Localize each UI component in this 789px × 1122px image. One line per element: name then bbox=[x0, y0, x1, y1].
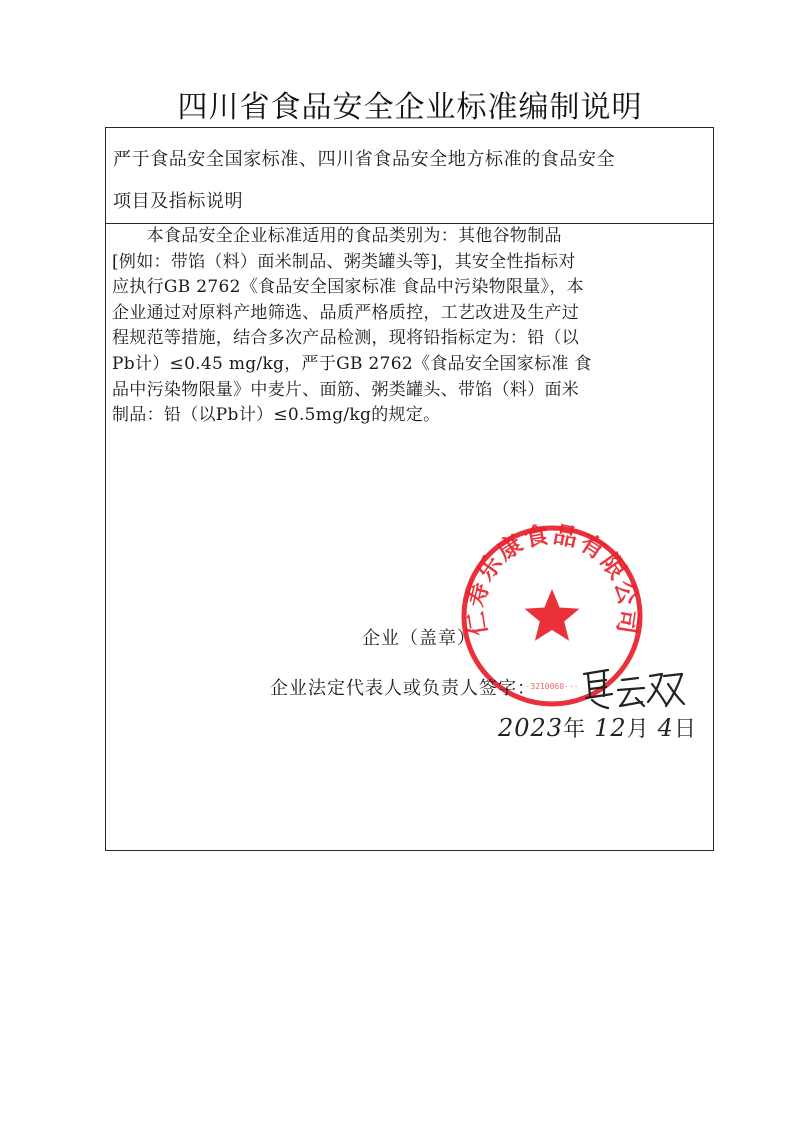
page-title: 四川省食品安全企业标准编制说明 bbox=[177, 90, 643, 125]
seal-text: 仁寿乐康食品有限公司 bbox=[461, 521, 643, 638]
body-line: [例如：带馅（料）面米制品、粥类罐头等]，其安全性指标对 bbox=[112, 251, 576, 272]
handwritten-signature bbox=[578, 662, 688, 714]
date-day: 4 bbox=[657, 714, 674, 742]
date-year-unit: 年 bbox=[563, 717, 587, 742]
body-line: 企业通过对原料产地筛选、品质严格质控，工艺改进及生产过 bbox=[112, 302, 580, 323]
body-line: 本食品安全企业标准适用的食品类别为：其他谷物制品 bbox=[112, 226, 562, 246]
body-line: 程规范等措施，结合多次产品检测，现将铅指标定为：铅（以 bbox=[112, 328, 580, 349]
date-month: 12 bbox=[594, 714, 627, 742]
date-line bbox=[498, 712, 697, 743]
date-month-unit: 月 bbox=[626, 717, 650, 742]
body-line: 应执行GB 2762《食品安全国家标准 食品中污染物限量》，本 bbox=[112, 277, 584, 298]
seal-star-icon bbox=[525, 589, 580, 641]
company-stamp-label: 企业（盖章） bbox=[362, 628, 476, 649]
body-text bbox=[112, 224, 708, 429]
body-line: 品中污染物限量》中麦片、面筋、粥类罐头、带馅（料）面米 bbox=[112, 379, 580, 400]
body-line: Pb计）≤0.45 mg/kg，严于GB 2762《食品安全国家标准 食 bbox=[112, 353, 592, 374]
header-cell bbox=[106, 128, 713, 224]
header-line-2: 项目及指标说明 bbox=[113, 191, 244, 212]
seal-serial: ·3210060··· bbox=[525, 682, 579, 691]
date-day-unit: 日 bbox=[673, 717, 697, 742]
header-line-1: 严于食品安全国家标准、四川省食品安全地方标准的食品安全 bbox=[113, 149, 616, 170]
representative-signature-label: 企业法定代表人或负责人签字： bbox=[270, 678, 536, 699]
body-line: 制品：铅（以Pb计）≤0.5mg/kg的规定。 bbox=[112, 405, 441, 426]
date-year: 2023 bbox=[498, 714, 564, 742]
